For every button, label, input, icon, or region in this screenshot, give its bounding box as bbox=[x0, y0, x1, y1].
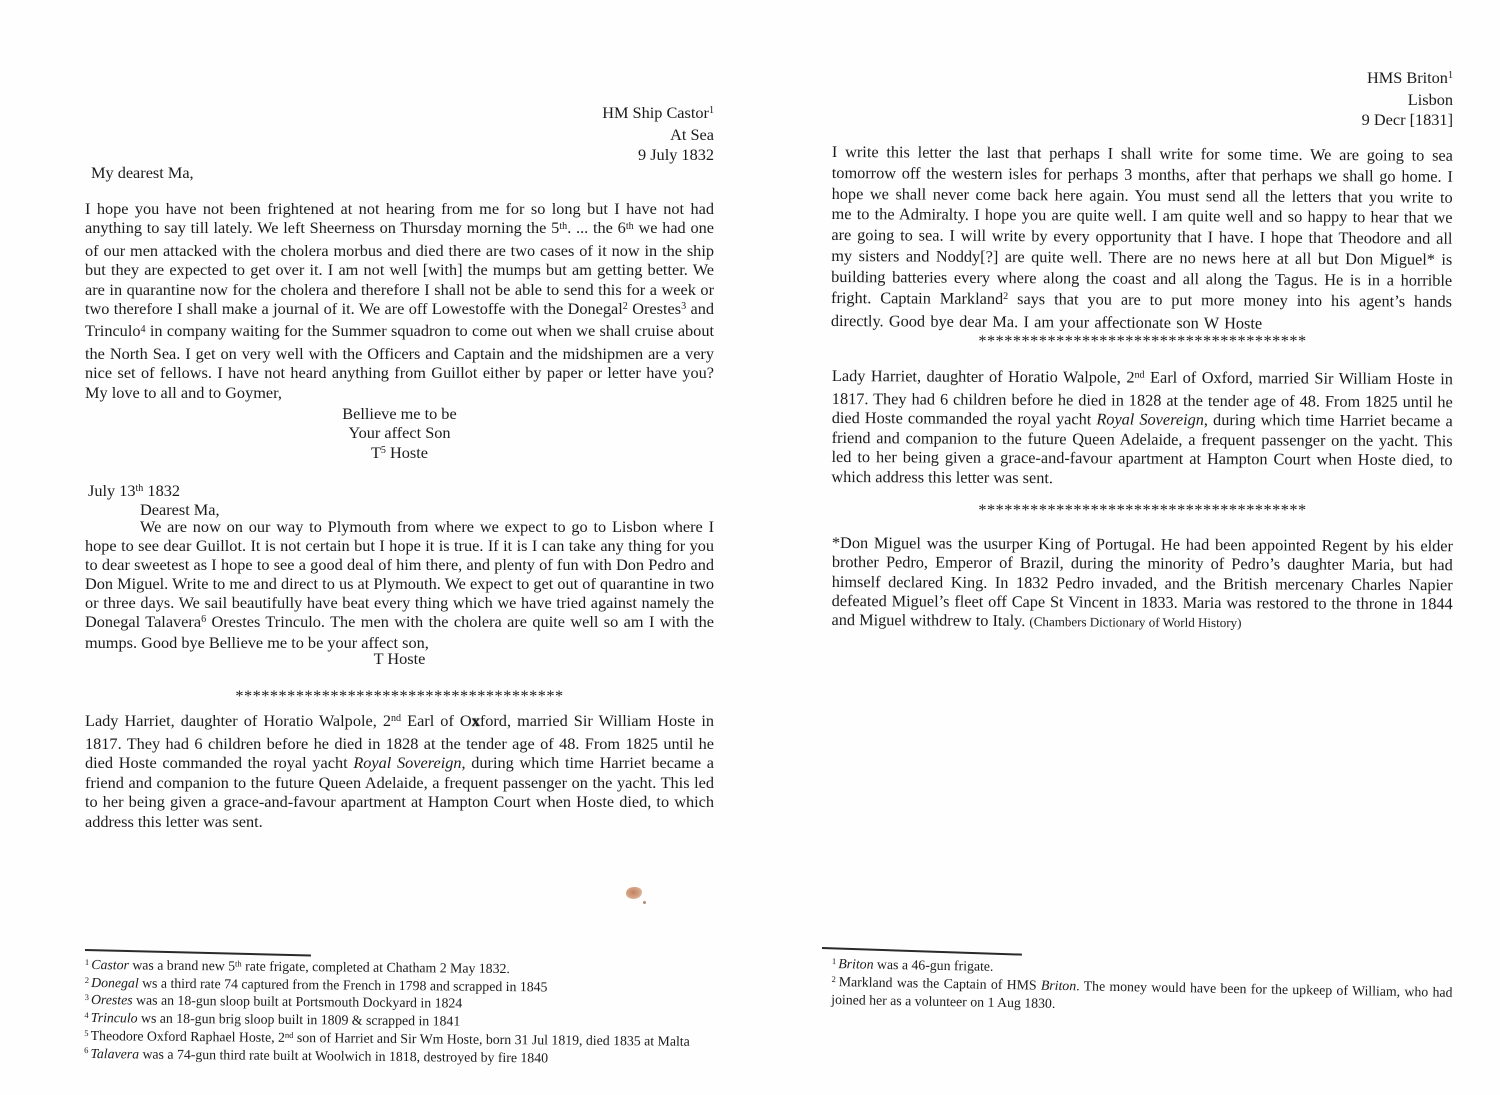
salutation: Dearest Ma, bbox=[140, 500, 220, 519]
footnote: $^3$ Orestes was an 18-gun sloop built at Portsmouth Dockyard in 1824 bbox=[84, 992, 463, 1012]
footnote: $^1$ Castor was a brand new 5th rate frigate, completed at Chatham 2 May 1832. bbox=[84, 956, 510, 977]
letter-body-paragraph: I write this letter the last that perhaps I shall write for some time. We are going to sea tomorrow off the western isles for perhaps 3 months, after that perhaps we shall go home. I hope we shall never come back here again. You must send all the letters that you write to me to the Admiralty. I hope you are quite well. I am quite well and so happy to hear that we are going to sea. I will write by every opportunity that I have. I hope that Theodore and all my sisters and Noddy[?] are quite well. There are no news here at all but Don Miguel* is building batteries every where along the coast and all along the Tagus. He is in a horrible fright. Captain Markland$^2$ says that you are to put more money into his agent’s hands directly. Good bye dear Ma. I am your affectionate son W Hoste bbox=[830, 142, 1453, 334]
asterisk-separator: ************************************** bbox=[978, 331, 1307, 350]
footnotes bbox=[84, 957, 714, 1069]
letter-body-paragraph: We are now on our way to Plymouth from where we expect to go to Lisbon where I hope to see dear Guillot. It is not certain but I hope it is true. If it is I can take any thing for you to dear sweetest as I hope to see a good deal of him there, and plenty of fun with Don Pedro and Don Miguel. Write to me and direct to us at Plymouth. We expect to get out of quarantine in two or three days. We sail beautifully have beat every thing which we have tried against namely the Donegal Talavera$^6$ Orestes Trinculo. The men with the cholera are quite well so am I with the mumps. Good bye Bellieve me to be your affect son, bbox=[85, 517, 714, 653]
footnote-rule bbox=[85, 949, 311, 957]
letterhead-ship-line: HMS Briton$^1$ bbox=[1366, 68, 1453, 87]
footnote: $^6$ Talavera was a 74-gun third rate built at Woolwich in 1818, destroyed by fire 1840 bbox=[84, 1045, 549, 1065]
page-left bbox=[85, 0, 714, 1095]
valediction bbox=[85, 404, 714, 465]
annotation-paragraph: Lady Harriet, daughter of Horatio Walpole, 2nd Earl of Oxford, married Sir William Hoste in 1817. They had 6 children before he died in 1828 at the tender age of 48. From 1825 until he died Hoste commanded the royal yacht Royal Sovereign, during which time Harriet became a friend and companion to the future Queen Adelaide, a frequent passenger on the yacht. This led to her being given a grace-and-favour apartment at Hampton Court when Hoste died, to which address this letter was sent. bbox=[85, 711, 715, 831]
valediction-line: Bellieve me to be bbox=[342, 404, 457, 423]
footnotes bbox=[831, 956, 1453, 1020]
footnote: $^5$ Theodore Oxford Raphael Hoste, 2nd son of Harriet and Sir Wm Hoste, born 31 Jul 1819, died 1835 at Malta bbox=[84, 1027, 690, 1049]
letterhead-ship-line: HM Ship Castor$^1$ bbox=[602, 103, 714, 122]
letterhead-left bbox=[85, 103, 714, 164]
asterisk-separator: ************************************** bbox=[235, 686, 564, 705]
letterhead-right bbox=[832, 68, 1453, 129]
letterhead-place-line: At Sea bbox=[670, 125, 714, 145]
footnote: $^2$ Donegal ws a third rate 74 captured from the French in 1798 and scrapped in 1845 bbox=[84, 974, 548, 995]
valediction-line: Your affect Son bbox=[348, 423, 451, 443]
letterhead-date-line: 9 Decr [1831] bbox=[1361, 109, 1453, 129]
footnote: $^1$ Briton was a 46-gun frigate. bbox=[831, 955, 994, 974]
signature: $T^5$ Hoste bbox=[370, 442, 429, 462]
footnote-rule bbox=[822, 947, 1022, 956]
asterisk-separator: ************************************** bbox=[978, 500, 1307, 519]
signature: T Hoste bbox=[373, 649, 426, 668]
letterhead-place-line: Lisbon bbox=[1407, 90, 1453, 110]
annotation-paragraph: *Don Miguel was the usurper King of Portugal. He had been appointed Regent by his elder brother Pedro, Emperor of Brazil, during the minority of Pedro’s daughter Maria, but had himself declared King. In 1832 Pedro invaded, and the British mercenary Charles Napier defeated Miguel’s fleet off Cape St Vincent in 1833. Maria was restored to the throne in 1844 and Miguel withdrew to Italy. (Chambers Dictionary of World History) bbox=[831, 533, 1453, 631]
footnote: $^2$ Markland was the Captain of HMS Briton. The money would have been for the upkeep of William, who had joined her as a volunteer on 1 Aug 1830. bbox=[831, 973, 1453, 1011]
page-right bbox=[832, 0, 1453, 1095]
annotation-paragraph: Lady Harriet, daughter of Horatio Walpole, 2nd Earl of Oxford, married Sir William Hoste in 1817. They had 6 children before he died in 1828 at the tender age of 48. From 1825 until he died Hoste commanded the royal yacht Royal Sovereign, during which time Harriet became a friend and companion to the future Queen Adelaide, a frequent passenger on the yacht. This led to her being given a grace-and-favour apartment at Hampton Court when Hoste died, to which address this letter was sent. bbox=[831, 366, 1453, 487]
footnote: $^4$ Trinculo ws an 18-gun brig sloop built in 1809 & scrapped in 1841 bbox=[84, 1010, 461, 1029]
letterhead-date-line: 9 July 1832 bbox=[638, 144, 714, 164]
salutation: My dearest Ma, bbox=[91, 163, 194, 182]
letter-body-paragraph: I hope you have not been frightened at not hearing from me for so long but I have not had anything to say till lately. We left Sheerness on Thursday morning the 5th. ... the 6th we had one of our men attacked with the cholera morbus and died there are two cases of it now in the ship but they are expected to get over it. I am not well [with] the mumps but am getting better. We are in quarantine now for the cholera and therefore I shall not be able to send this for a week or two therefore I shall make a journal of it. We are off Lowestoffe with the Donegal$^2$ Orestes$^3$ and Trinculo$^4$ in company waiting for the Summer squadron to come out when we shall cruise about the North Sea. I get on very well with the Officers and Captain and the midshipmen are a very nice set of fellows. I have not heard anything from Guillot either by paper or letter have you? My love to all and to Goymer, bbox=[85, 199, 715, 402]
date-line: July 13th 1832 bbox=[88, 481, 180, 500]
